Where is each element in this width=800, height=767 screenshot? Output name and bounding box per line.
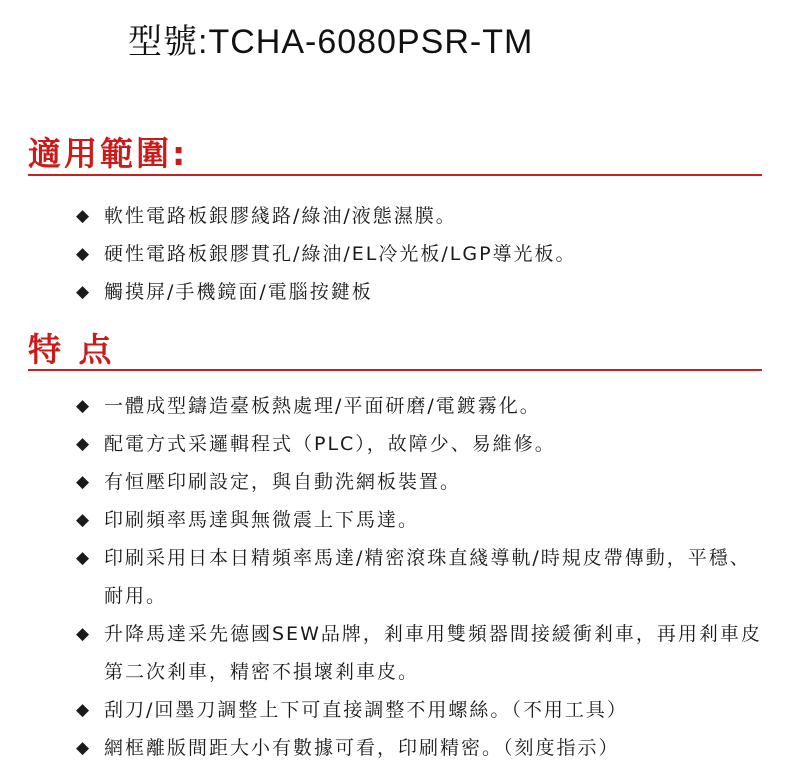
features-heading: 特 点 <box>28 330 115 369</box>
model-number: 型號:TCHA-6080PSR-TM <box>128 23 534 61</box>
black-diamond-icon: ◆ <box>76 244 92 264</box>
black-diamond-icon: ◆ <box>76 206 92 226</box>
scope-list <box>76 197 764 311</box>
black-diamond-icon: ◆ <box>76 738 92 758</box>
black-diamond-icon: ◆ <box>76 548 92 568</box>
black-diamond-icon: ◆ <box>76 396 92 416</box>
scope-heading: 適用範圍: <box>28 134 189 173</box>
list-item: ◆ 配電方式采邏輯程式（PLC），故障少、易維修。 <box>76 425 764 463</box>
black-diamond-icon: ◆ <box>76 282 92 302</box>
list-item: ◆ 印刷采用日本日精頻率馬達/精密滾珠直綫導軌/時規皮帶傳動，平穩、耐用。 <box>76 539 764 615</box>
list-item: ◆ 印刷頻率馬達與無微震上下馬達。 <box>76 501 764 539</box>
black-diamond-icon: ◆ <box>76 624 92 644</box>
black-diamond-icon: ◆ <box>76 700 92 720</box>
black-diamond-icon: ◆ <box>76 472 92 492</box>
list-item: ◆ 觸摸屏/手機鏡面/電腦按鍵板 <box>76 273 764 311</box>
list-item: ◆ 升降馬達采先德國SEW品牌，剎車用雙頻器間接緩衝剎車，再用剎車皮第二次剎車，精密不損壞剎車皮。 <box>76 615 764 691</box>
features-list <box>76 387 764 767</box>
list-item: ◆ 刮刀/回墨刀調整上下可直接調整不用螺絲。（不用工具） <box>76 691 764 729</box>
black-diamond-icon: ◆ <box>76 434 92 454</box>
list-item: ◆ 有恒壓印刷設定，與自動洗網板裝置。 <box>76 463 764 501</box>
scope-divider <box>28 174 762 176</box>
list-item: ◆ 網框離版間距大小有數據可看，印刷精密。（刻度指示） <box>76 729 764 767</box>
list-item: ◆ 軟性電路板銀膠綫路/綠油/液態濕膜。 <box>76 197 764 235</box>
features-divider <box>28 369 762 371</box>
list-item: ◆ 硬性電路板銀膠貫孔/綠油/EL冷光板/LGP導光板。 <box>76 235 764 273</box>
list-item: ◆ 一體成型鑄造臺板熱處理/平面研磨/電鍍霧化。 <box>76 387 764 425</box>
black-diamond-icon: ◆ <box>76 510 92 530</box>
